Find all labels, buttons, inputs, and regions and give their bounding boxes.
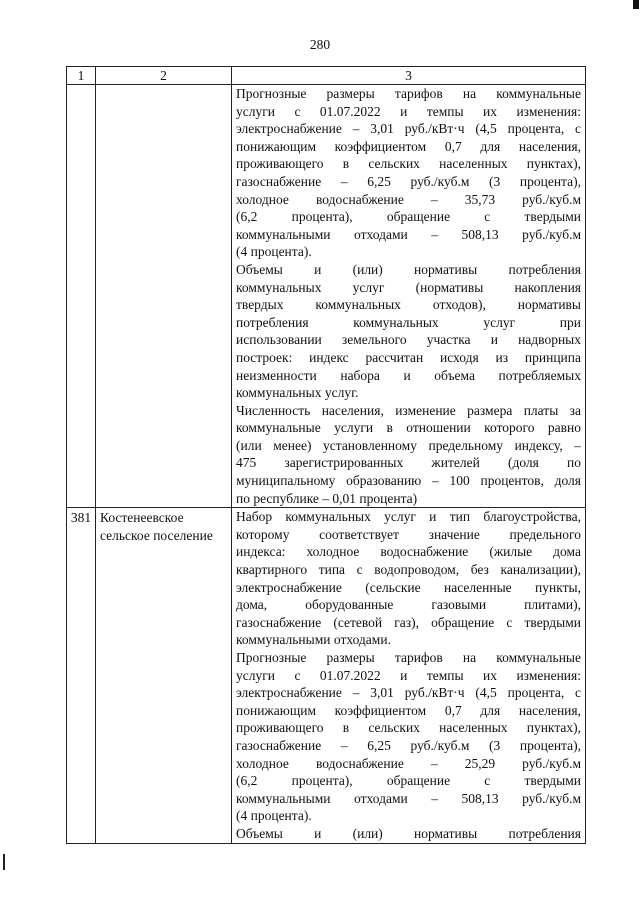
text-line: построек: индекс рассчитан исходя из принципа xyxy=(236,349,581,365)
text-line: использовании земельного участка и надворных xyxy=(236,332,581,348)
text-line: коммунальными отходами – 508,13 руб./куб.м xyxy=(236,790,581,806)
header-cell-1: 1 xyxy=(67,67,96,85)
row-content xyxy=(232,85,586,508)
row-number: 381 xyxy=(67,508,96,843)
text-line: 475 зарегистрированных жителей (доля по xyxy=(236,455,581,471)
text-line: коммунальных услуг. xyxy=(236,385,359,401)
text-line: электроснабжение (сельские населенные пункты, xyxy=(236,579,581,595)
text-line: коммунальными отходами. xyxy=(236,632,391,648)
text-line: электроснабжение – 3,01 руб./кВт·ч (4,5 процента, с xyxy=(236,121,581,137)
header-cell-3: 3 xyxy=(232,67,586,85)
row-number xyxy=(67,85,96,508)
text-line: твердых коммунальных отходов), нормативы xyxy=(236,297,581,313)
text-line: проживающего в сельских населенных пунктах), xyxy=(236,156,581,172)
text-line: (4 процента). xyxy=(236,808,312,824)
table-header-row xyxy=(67,67,586,85)
text-line: (4 процента). xyxy=(236,244,312,260)
text-line: неизменности набора и объема потребляемых xyxy=(236,367,581,383)
text-line: квартирного типа с водопроводом, без канализации), xyxy=(236,562,581,578)
text-line: газоснабжение – 6,25 руб./куб.м (3 процента), xyxy=(236,173,581,189)
text-line: понижающим коэффициентом 0,7 для населения, xyxy=(236,138,581,154)
page-number: 280 xyxy=(309,37,331,52)
corner-mark xyxy=(633,0,639,9)
text-line: газоснабжение – 6,25 руб./куб.м (3 процента), xyxy=(236,737,581,753)
row-content xyxy=(232,508,586,843)
text-line: (6,2 процента), обращение с твердыми xyxy=(236,209,581,225)
text-line: Прогнозные размеры тарифов на коммунальные xyxy=(236,86,581,101)
municipality-name: Костенеевское сельское поселение xyxy=(96,508,232,843)
text-line: Набор коммунальных услуг и тип благоустройства, xyxy=(236,509,581,525)
text-line: коммунальных услуг (нормативы накопления xyxy=(236,279,581,295)
text-line: газоснабжение (сетевой газ), обращение с твердыми xyxy=(236,614,581,630)
text-line: холодное водоснабжение – 35,73 руб./куб.м xyxy=(236,191,581,207)
text-line: коммунальными отходами – 508,13 руб./куб.м xyxy=(236,226,581,242)
text-line: холодное водоснабжение – 25,29 руб./куб.м xyxy=(236,755,581,771)
municipality-name xyxy=(96,85,232,508)
table-row xyxy=(67,508,586,843)
text-line: Объемы и (или) нормативы потребления xyxy=(236,261,581,277)
table-row xyxy=(67,85,586,508)
text-line: муниципальному образованию – 100 процентов, доля xyxy=(236,473,581,489)
margin-mark xyxy=(3,854,5,870)
text-line: проживающего в сельских населенных пунктах), xyxy=(236,720,581,736)
text-line: услуги с 01.07.2022 и темпы их изменения: xyxy=(236,103,581,119)
text-line: услуги с 01.07.2022 и темпы их изменения: xyxy=(236,667,581,683)
tariff-table xyxy=(66,66,586,844)
text-line: индекса: холодное водоснабжение (жилые дома xyxy=(236,544,581,560)
text-line: (или менее) установленному предельному индексу, – xyxy=(236,437,581,453)
text-line: (6,2 процента), обращение с твердыми xyxy=(236,773,581,789)
text-line: потребления коммунальных услуг при xyxy=(236,314,581,330)
text-line: Объемы и (или) нормативы потребления xyxy=(236,825,581,841)
text-line: понижающим коэффициентом 0,7 для населения, xyxy=(236,702,581,718)
text-line: коммунальные услуги в отношении которого равно xyxy=(236,420,581,436)
header-cell-2: 2 xyxy=(96,67,232,85)
text-line: которому соответствует значение предельного xyxy=(236,526,581,542)
text-line: электроснабжение – 3,01 руб./кВт·ч (4,5 процента, с xyxy=(236,685,581,701)
text-line: Прогнозные размеры тарифов на коммунальные xyxy=(236,650,581,665)
text-line: по республике – 0,01 процента) xyxy=(236,490,418,506)
text-line: Численность населения, изменение размера платы за xyxy=(236,402,581,418)
text-line: дома, оборудованные газовыми плитами), xyxy=(236,597,581,613)
